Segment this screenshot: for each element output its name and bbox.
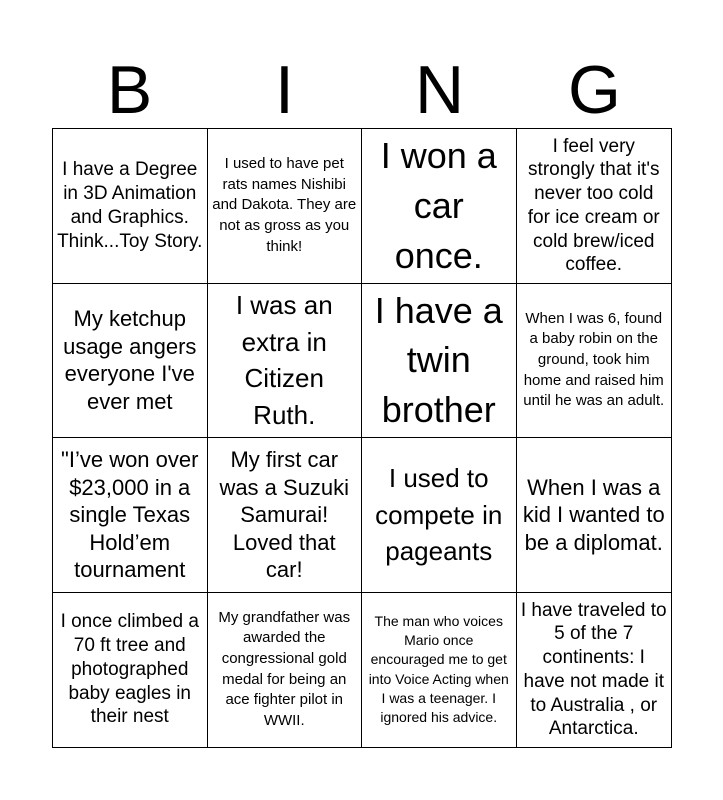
bingo-cell-r3c3[interactable] — [362, 438, 517, 593]
bingo-cell-text: The man who voices Mario once encouraged me to get into Voice Acting when I was a teenager. I ignored his advice. — [368, 612, 509, 726]
bingo-cell-r2c2[interactable] — [208, 284, 363, 439]
bingo-cell-r4c1[interactable] — [53, 593, 208, 748]
bingo-header — [52, 52, 672, 128]
bingo-cell-text: My grandfather was awarded the congressional gold medal for being an ace fighter pilot in WWII. — [218, 608, 351, 730]
bingo-cell-r4c3[interactable] — [362, 593, 517, 748]
bingo-cell-r1c4[interactable] — [517, 129, 672, 284]
bingo-cell-text: I have a Degree in 3D Animation and Graphics. Think...Toy Story. — [57, 159, 203, 252]
bingo-cell-r2c3[interactable] — [362, 284, 517, 439]
header-letter-i: I — [275, 52, 294, 128]
bingo-cell-text: I feel very strongly that it's never too cold for ice cream or cold brew/iced coffee. — [527, 135, 660, 276]
bingo-cell-text: When I was 6, found a baby robin on the ground, took him home and raised him until he was an adult. — [523, 309, 665, 410]
bingo-cell-text: I was an extra in Citizen Ruth. — [235, 290, 333, 430]
header-letter-n: N — [414, 52, 465, 128]
bingo-cell-r1c3[interactable] — [362, 129, 517, 284]
bingo-cell-r2c4[interactable] — [517, 284, 672, 439]
bingo-cell-text: I used to have pet rats names Nishibi and Dakota. They are not as gross as you think! — [212, 155, 357, 255]
header-letter-g: G — [568, 52, 621, 128]
bingo-cell-text: I used to compete in pageants — [375, 463, 503, 566]
bingo-cell-r1c1[interactable] — [53, 129, 208, 284]
bingo-cell-text: My ketchup usage angers everyone I've ever met — [63, 306, 197, 414]
bingo-cell-text: When I was a kid I wanted to be a diplomat. — [522, 474, 665, 555]
bingo-cell-r2c1[interactable] — [53, 284, 208, 439]
bingo-cell-r3c4[interactable] — [517, 438, 672, 593]
bingo-cell-text: I once climbed a 70 ft tree and photographed baby eagles in their nest — [60, 611, 199, 728]
bingo-cell-r4c2[interactable] — [208, 593, 363, 748]
bingo-cell-r1c2[interactable] — [208, 129, 363, 284]
bingo-cell-r4c4[interactable] — [517, 593, 672, 748]
bingo-card-grid — [52, 128, 672, 748]
bingo-cell-text: My first car was a Suzuki Samurai! Loved that car! — [219, 447, 350, 582]
bingo-cell-text: I won a car once. — [380, 135, 497, 276]
bingo-cell-text: I have a twin brother — [374, 289, 503, 431]
bingo-cell-text: "I’ve won over $23,000 in a single Texas Hold’em tournament — [61, 447, 199, 582]
bingo-cell-r3c1[interactable] — [53, 438, 208, 593]
bingo-cell-r3c2[interactable] — [208, 438, 363, 593]
bingo-cell-text: I have traveled to 5 of the 7 continents: I have not made it to Australia , or Antarctica. — [520, 599, 667, 740]
header-letter-b: B — [106, 52, 153, 128]
